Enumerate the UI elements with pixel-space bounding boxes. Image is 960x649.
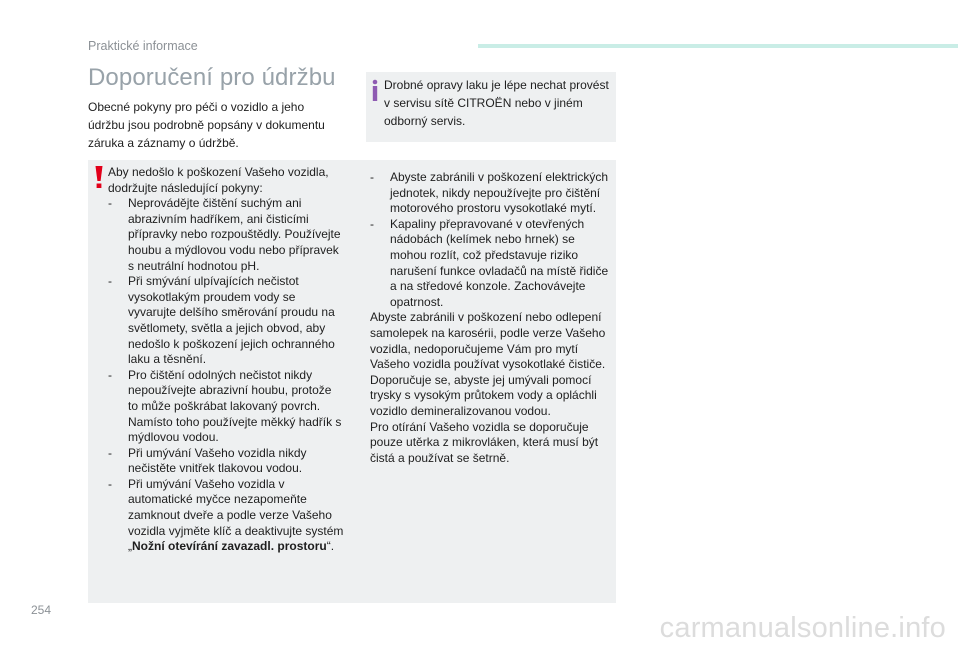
page-title: Doporučení pro údržbu [88,64,336,91]
rinse-paragraph: Doporučuje se, abyste jej umývali pomocí trysky s vysokým průtokem vody a opláchli vozidlo demineralizovanou vodou. [370,372,597,418]
stickers-paragraph: Abyste zabránili v poškození nebo odlepení samolepek na karosérii, podle verze Vašeho vozidla, nedoporučujeme Vám pro mytí Vašeho vozidla používat vysokotlaké čističe. [370,310,606,372]
watermark: carmanualsonline.info [659,612,946,644]
section-label: Praktické informace [88,39,198,53]
warning-right-column [370,170,610,466]
list-item: - Při smývání ulpívajících nečistot vysokotlakým proudem vody se vyvarujte delšího směrování proudu na světlomety, světla a jejich obvod, aby nedošlo k poškození jejich ochranného laku a těsnění. [108,274,344,368]
wipe-paragraph: Pro otírání Vašeho vozidla se doporučuje pouze utěrka z mikrovláken, která musí být čistá a používat se šetrně. [370,419,599,465]
list-item: - Pro čištění odolných nečistot nikdy nepoužívejte abrazivní houbu, protože to může poškrábat lakovaný povrch. Namísto toho používejte měkký hadřík s mýdlovou vodou. [108,368,344,446]
warning-bullet-list-left [108,196,344,555]
header-accent-bar [478,44,958,48]
list-item-text: Při umývání Vašeho vozidla v automatické myčce nezapomeňte zamknout dveře a podle verze Vašeho vozidla vyjměte klíč a deaktivujte systém „ [128,476,344,554]
list-item [108,477,344,555]
list-item: - Neprovádějte čištění suchým ani abrazivním hadříkem, ani čisticími přípravky nebo rozpouštědly. Používejte houbu a mýdlovou vodu nebo přípravek s neutrální hodnotou pH. [108,196,344,274]
info-note-text: Drobné opravy laku je lépe nechat provést v servisu sítě CITROËN nebo v jiném odborný servis. [384,78,609,128]
info-icon [369,79,381,101]
list-item: - Při umývání Vašeho vozidla nikdy nečistěte vnitřek tlakovou vodou. [108,446,344,477]
intro-paragraph: Obecné pokyny pro péči o vozidlo a jeho údržbu jsou podrobně popsány v dokumentu záruka a záznamy o údržbě. [88,100,325,150]
warning-lead: Aby nedošlo k poškození Vašeho vozidla, dodržujte následující pokyny: [108,165,329,195]
list-item-text-end: “. [326,539,335,554]
warning-left-column [108,165,344,555]
warning-bullet-list-right [370,170,610,310]
feature-name: Nožní otevírání zavazadl. prostoru [132,539,327,554]
exclamation-icon [92,166,106,188]
list-item: - Kapaliny přepravované v otevřených nádobách (kelímek nebo hrnek) se mohou rozlít, což představuje riziko narušení funkce ovladačů na místě řidiče a na středové konzole. Zachovávejte opatrnost. [370,217,610,311]
list-item: - Abyste zabránili v poškození elektrických jednotek, nikdy nepoužívejte pro čištění motorového prostoru vysokotlaké mytí. [370,170,610,217]
page-number: 254 [31,603,52,617]
